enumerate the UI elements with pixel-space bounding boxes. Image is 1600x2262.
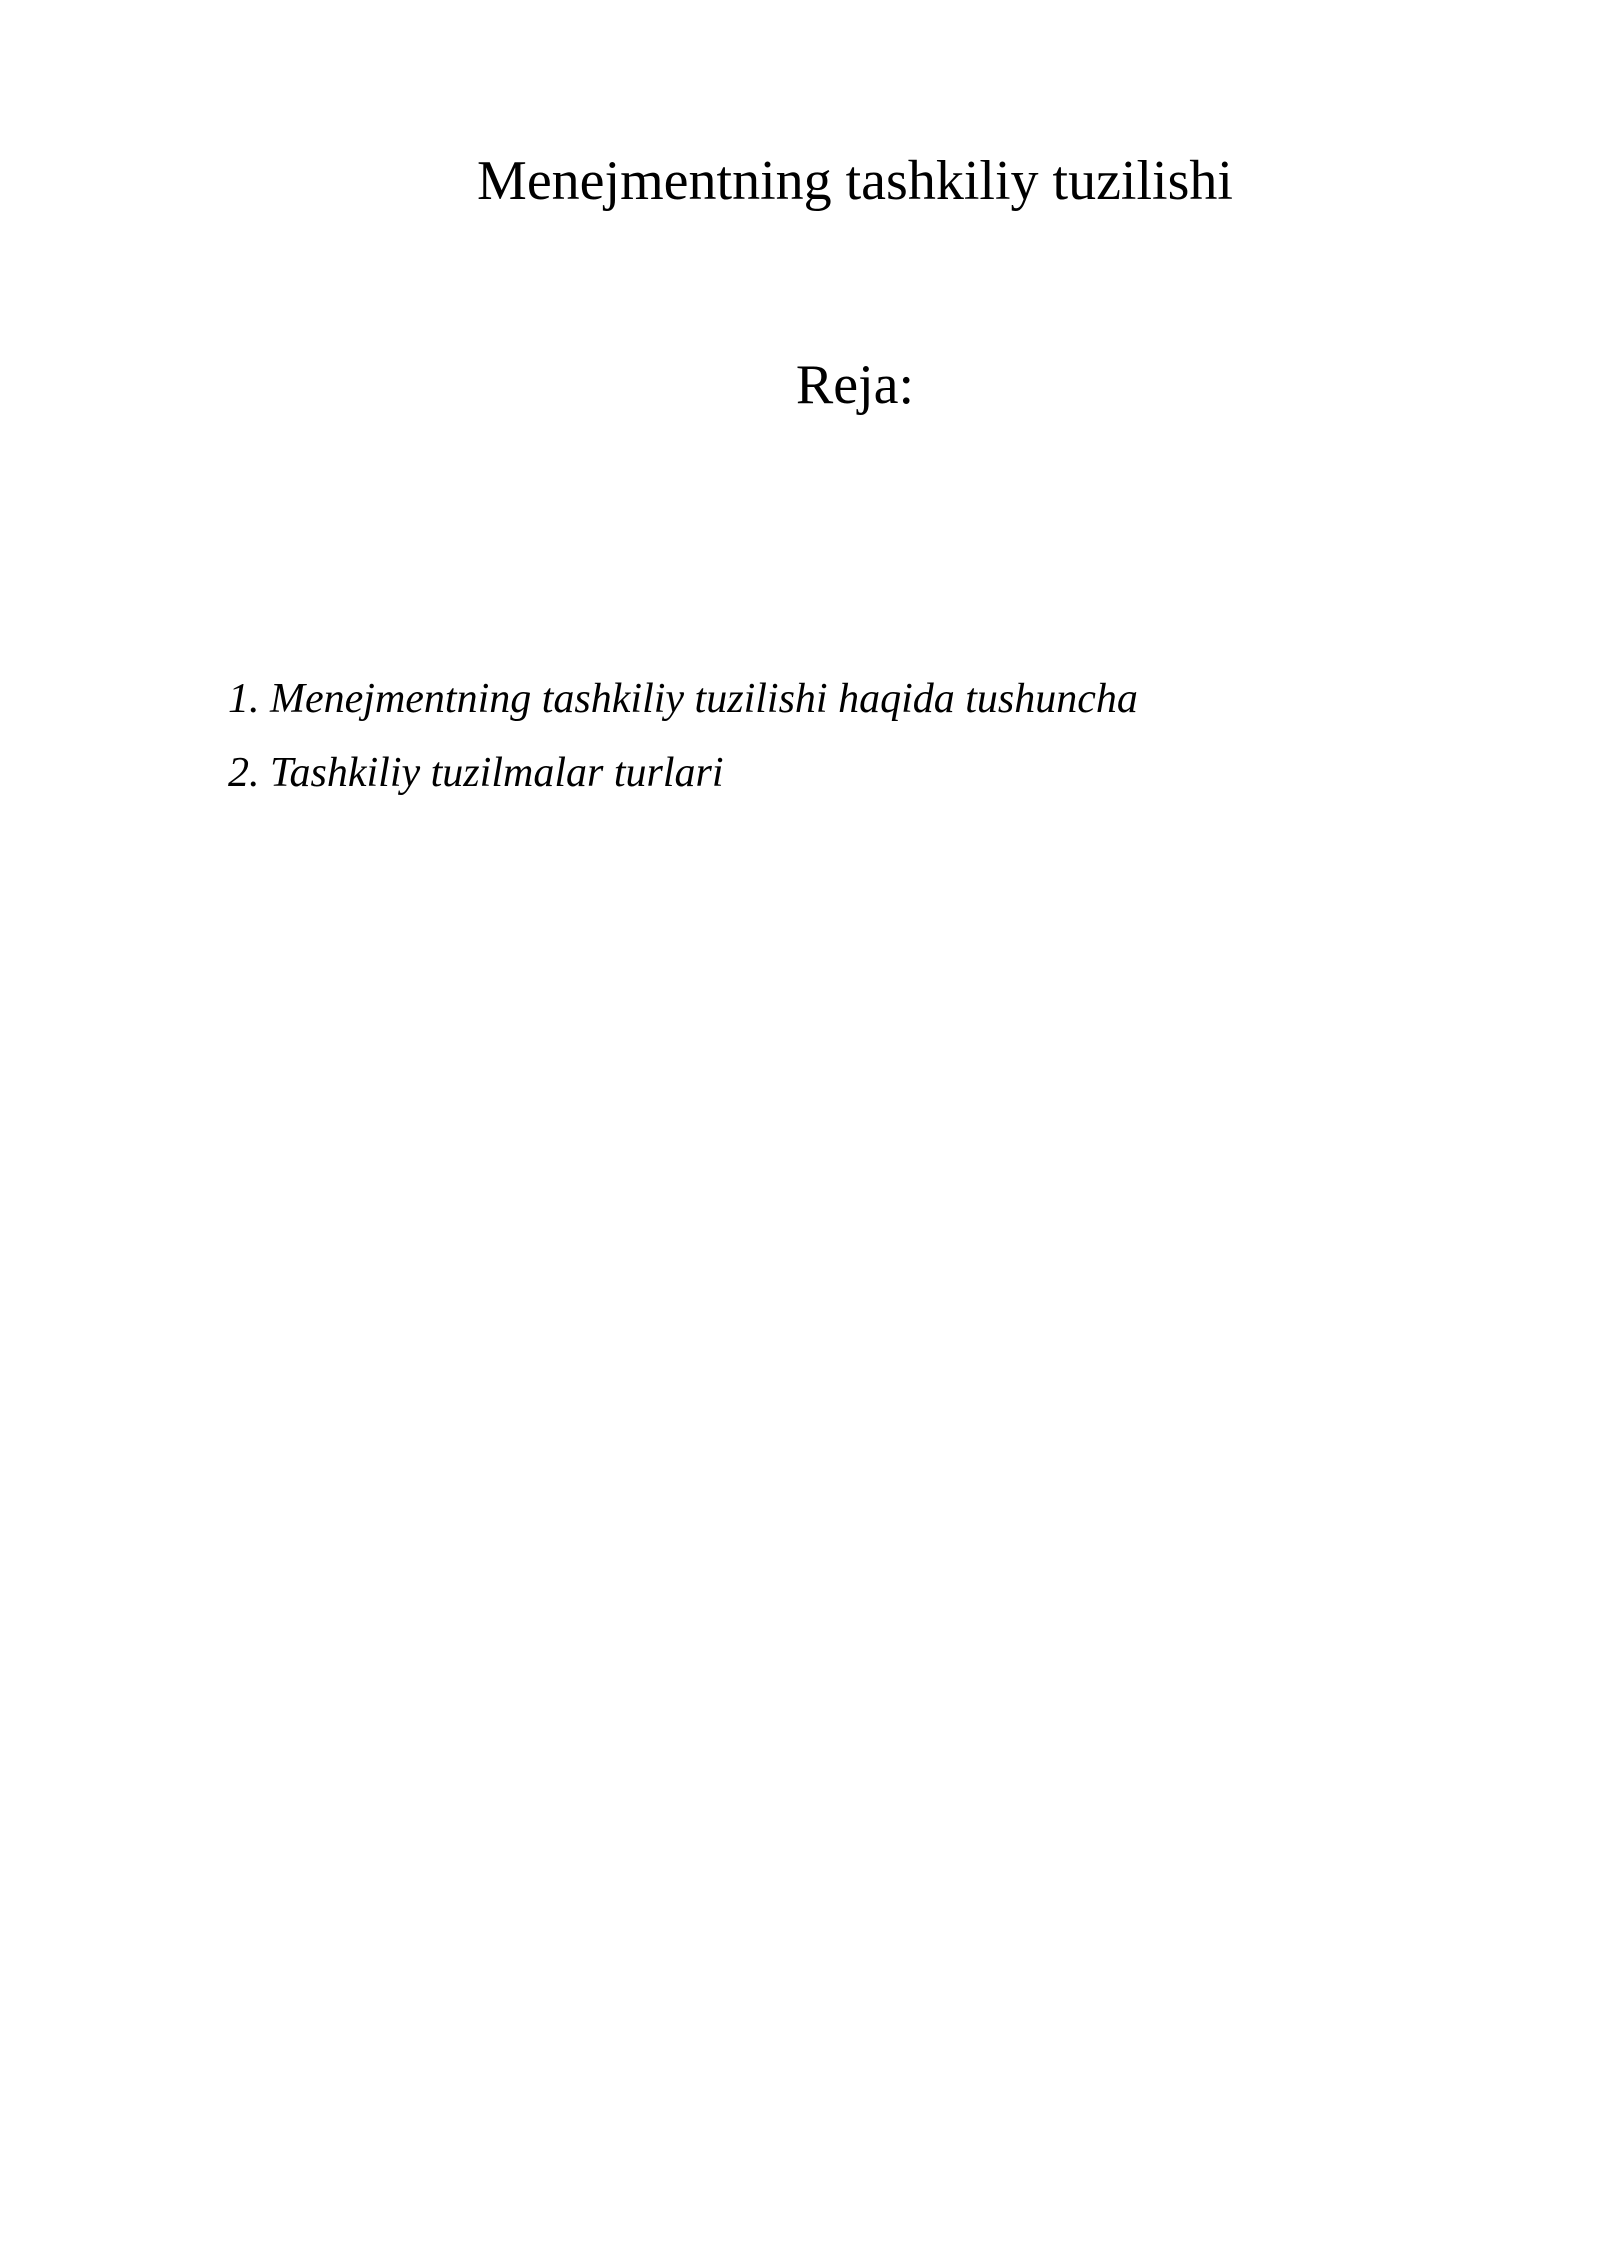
plan-heading: Reja: — [795, 354, 915, 416]
document-title: Menejmentning tashkiliy tuzilishi — [477, 150, 1233, 212]
plan-item-1: 1. Menejmentning tashkiliy tuzilishi haqida tushuncha — [228, 676, 1138, 722]
plan-list — [228, 662, 1138, 810]
plan-item-2: 2. Tashkiliy tuzilmalar turlari — [228, 750, 724, 796]
